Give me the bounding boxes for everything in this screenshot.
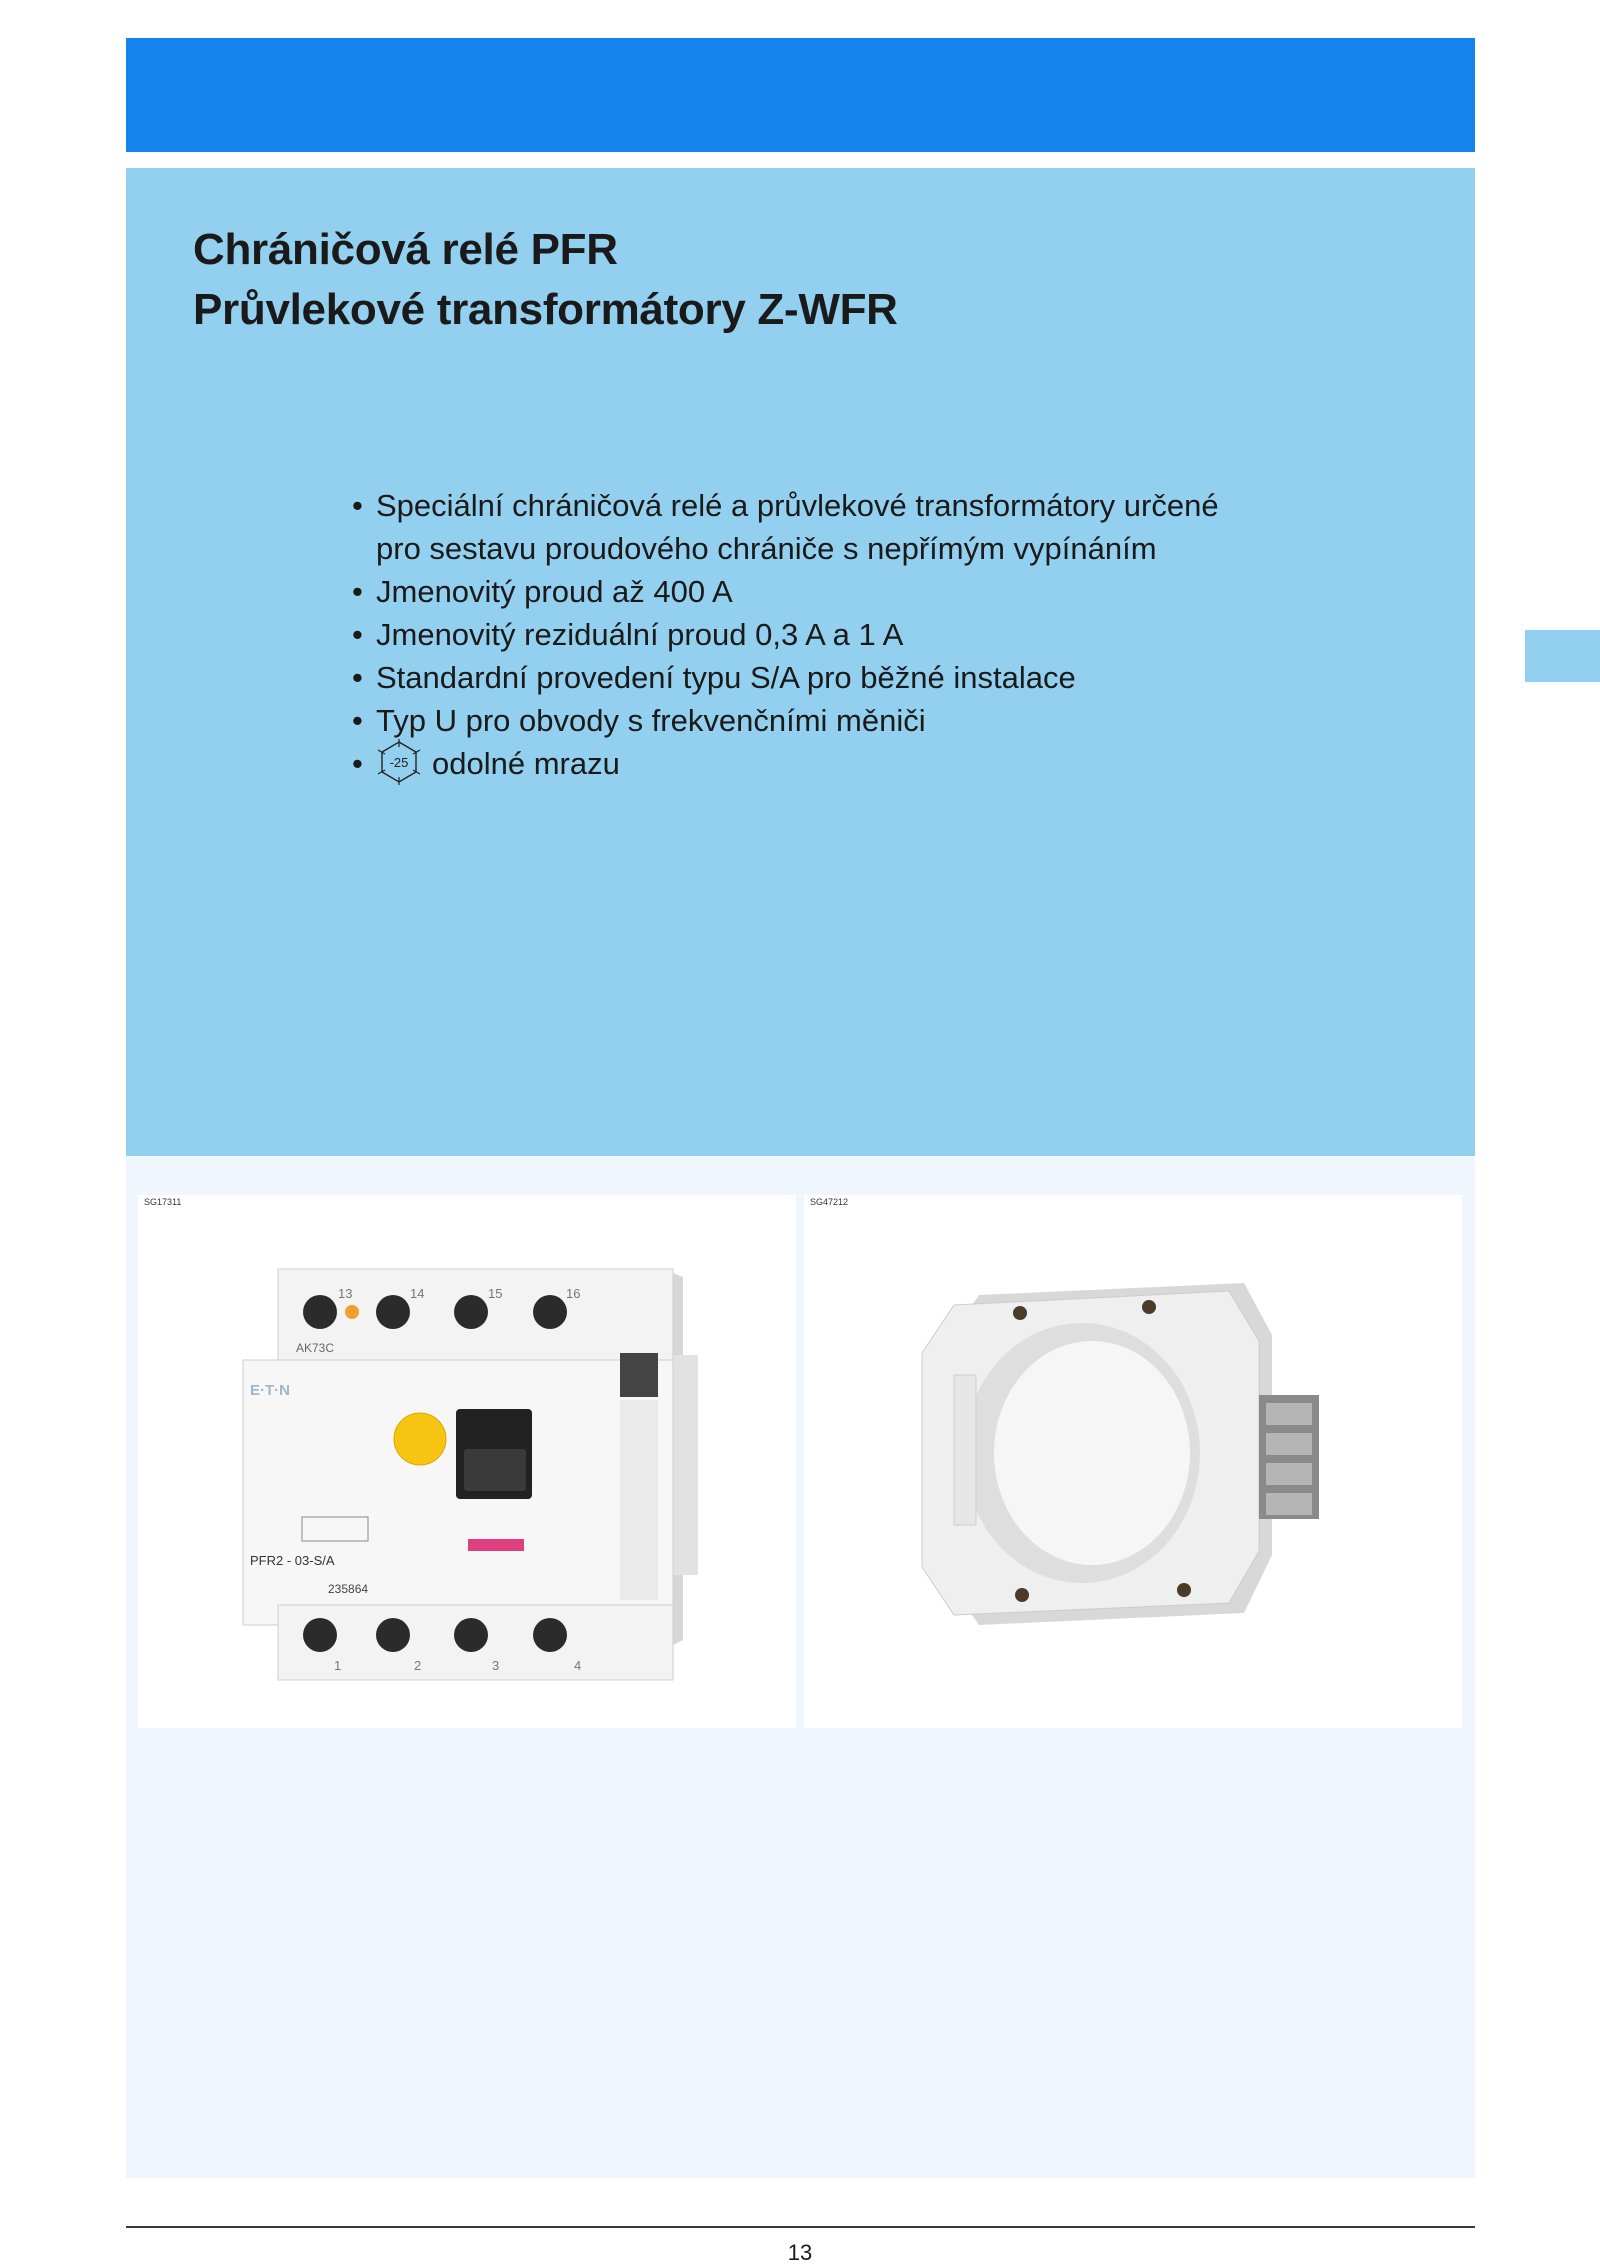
frost-badge-text: • -25 bbox=[389, 754, 409, 770]
terminal-label: 1 bbox=[334, 1658, 342, 1673]
terminal-screw bbox=[303, 1295, 337, 1329]
test-button bbox=[394, 1413, 446, 1465]
device-brand: E·T·N bbox=[250, 1382, 290, 1399]
frost-text: odolné mrazu bbox=[432, 746, 620, 781]
feature-item: • Standardní provedení typu S/A pro běžné instalace bbox=[352, 656, 1219, 699]
side-tab-marker bbox=[1525, 630, 1600, 682]
top-color-band bbox=[126, 38, 1475, 152]
terminal-slot bbox=[1266, 1403, 1312, 1425]
feature-item bbox=[352, 484, 1219, 570]
transformer-illustration bbox=[804, 1195, 1462, 1728]
terminal-label: 15 bbox=[488, 1286, 503, 1301]
terminal-screw bbox=[303, 1618, 337, 1652]
indicator-dot bbox=[345, 1305, 359, 1319]
terminal-screw bbox=[376, 1295, 410, 1329]
transformer-core-inner bbox=[994, 1341, 1190, 1565]
terminal-label: 16 bbox=[566, 1286, 581, 1301]
terminal-slot bbox=[1266, 1493, 1312, 1515]
terminal-screw bbox=[533, 1618, 567, 1652]
terminal-slot bbox=[1266, 1463, 1312, 1485]
relay-side-label bbox=[620, 1400, 658, 1600]
snowflake-icon bbox=[376, 739, 422, 785]
terminal-label: 3 bbox=[492, 1658, 500, 1673]
title-line-1: Chráničová relé PFR bbox=[193, 225, 618, 274]
feature-text: Speciální chráničová relé a průvlekové transformátory určené bbox=[376, 488, 1219, 523]
feature-item: • Jmenovitý reziduální proud 0,3 A a 1 A bbox=[352, 613, 1219, 656]
terminal-label: 14 bbox=[410, 1286, 425, 1301]
photo-relay bbox=[138, 1195, 796, 1728]
feature-item-frost bbox=[352, 742, 1219, 785]
feature-item: • Typ U pro obvody s frekvenčními měniči bbox=[352, 699, 1219, 742]
relay-label-plate bbox=[620, 1353, 658, 1397]
page-number: 13 bbox=[787, 2240, 813, 2265]
photo-transformer bbox=[804, 1195, 1462, 1728]
terminal-label: 4 bbox=[574, 1658, 582, 1673]
toggle-lever bbox=[464, 1449, 526, 1491]
mounting-hole bbox=[1142, 1300, 1156, 1314]
device-label: AK73C bbox=[296, 1341, 335, 1355]
transformer-fin bbox=[954, 1375, 976, 1525]
photo-code: SG17311 bbox=[144, 1197, 182, 1207]
feature-text-continuation: pro sestavu proudového chrániče s nepřímým vypínáním bbox=[376, 531, 1157, 566]
terminal-label: 13 bbox=[338, 1286, 353, 1301]
title-line-2: Průvlekové transformátory Z-WFR bbox=[193, 285, 898, 334]
terminal-screw bbox=[376, 1618, 410, 1652]
terminal-screw bbox=[454, 1295, 488, 1329]
terminal-screw bbox=[454, 1618, 488, 1652]
device-model: PFR2 - 03-S/A bbox=[250, 1553, 335, 1568]
mounting-hole bbox=[1013, 1306, 1027, 1320]
terminal-screw bbox=[533, 1295, 567, 1329]
status-window bbox=[468, 1539, 524, 1551]
hero-panel bbox=[126, 168, 1475, 1156]
feature-item: • Jmenovitý proud až 400 A bbox=[352, 570, 1219, 613]
terminal-label: 2 bbox=[414, 1658, 422, 1673]
device-number: 235864 bbox=[328, 1582, 369, 1596]
feature-list bbox=[352, 484, 1219, 785]
mounting-hole bbox=[1177, 1583, 1191, 1597]
footer-rule bbox=[126, 2226, 1475, 2228]
terminal-slot bbox=[1266, 1433, 1312, 1455]
mounting-hole bbox=[1015, 1588, 1029, 1602]
photo-code: SG47212 bbox=[810, 1197, 849, 1207]
relay-device-illustration bbox=[138, 1195, 796, 1728]
page-title bbox=[193, 220, 898, 340]
